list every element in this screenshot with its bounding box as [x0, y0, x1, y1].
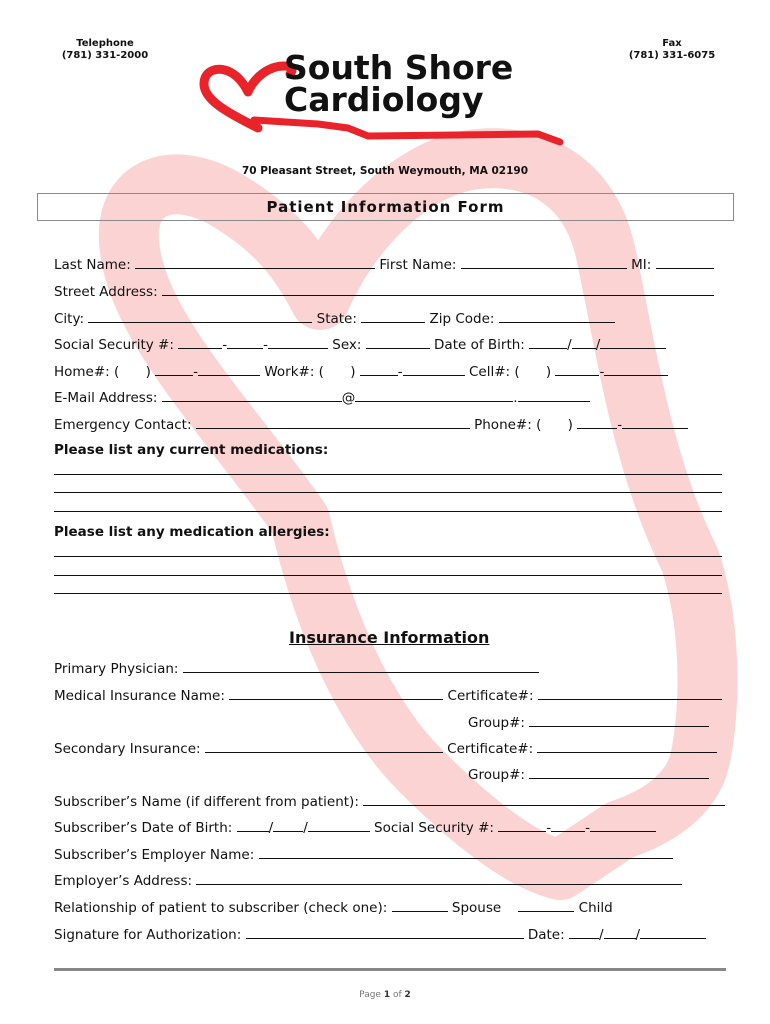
work-label: Work#: ( — [264, 364, 324, 380]
clinic-address: 70 Pleasant Street, South Weymouth, MA 02190 — [241, 165, 529, 177]
employer-name-label: Subscriber’s Employer Name: — [54, 847, 255, 863]
sex-label: Sex: — [332, 337, 362, 353]
ssn-field-3[interactable] — [268, 335, 328, 349]
emergency-prefix-field[interactable] — [577, 415, 617, 429]
dob-month-field[interactable] — [529, 335, 567, 349]
subscriber-ssn-field-2[interactable] — [551, 818, 585, 832]
signature-date-month-field[interactable] — [569, 925, 599, 939]
group-field-2[interactable] — [529, 765, 709, 779]
employer-address-label: Employer’s Address: — [54, 873, 193, 889]
form-title-box — [37, 193, 734, 221]
work-line-field[interactable] — [403, 362, 465, 376]
spouse-check-field[interactable] — [392, 898, 448, 912]
dob-label: Date of Birth: — [434, 337, 525, 353]
emergency-line-field[interactable] — [622, 415, 688, 429]
first-name-label: First Name: — [379, 257, 457, 273]
medical-insurance-label: Medical Insurance Name: — [54, 688, 225, 704]
logo-wordmark — [284, 48, 514, 119]
subscriber-dob-year-field[interactable] — [308, 818, 370, 832]
subscriber-ssn-field-3[interactable] — [590, 818, 656, 832]
street-field[interactable] — [162, 282, 714, 296]
row-secondary-insurance — [54, 739, 717, 758]
fax-block — [622, 38, 722, 62]
certificate-field[interactable] — [538, 686, 722, 700]
row-ssn: Social Security #: - - Sex: Date of Birth: / / — [54, 335, 666, 354]
child-check-field[interactable] — [518, 898, 574, 912]
ssn-field-2[interactable] — [227, 335, 263, 349]
row-street — [54, 282, 714, 301]
row-subscriber-name — [54, 792, 725, 811]
email-label: E-Mail Address: — [54, 390, 158, 406]
medical-insurance-field[interactable] — [229, 686, 443, 700]
medications-line-2[interactable] — [54, 492, 722, 493]
dob-day-field[interactable] — [572, 335, 596, 349]
group-label-2: Group#: — [468, 767, 525, 783]
row-relationship — [54, 898, 613, 917]
telephone-number: (781) 331-2000 — [61, 50, 149, 61]
subscriber-ssn-field-1[interactable] — [498, 818, 546, 832]
signature-label: Signature for Authorization: — [54, 927, 242, 943]
city-field[interactable] — [88, 309, 312, 323]
allergies-line-2[interactable] — [54, 575, 722, 576]
employer-name-field[interactable] — [259, 845, 673, 859]
cell-area-field[interactable] — [524, 363, 546, 376]
email-tld-field[interactable] — [518, 388, 590, 402]
row-employer-name — [54, 845, 673, 864]
fax-number: (781) 331-6075 — [628, 50, 716, 61]
cell-line-field[interactable] — [604, 362, 668, 376]
group-label-1: Group#: — [468, 715, 525, 731]
emergency-label: Emergency Contact: — [54, 417, 192, 433]
allergies-heading: Please list any medication allergies: — [54, 524, 330, 540]
relationship-label: Relationship of patient to subscriber (check one): — [54, 900, 388, 916]
street-label: Street Address: — [54, 284, 158, 300]
emergency-area-field[interactable] — [546, 416, 568, 429]
fax-label: Fax — [662, 38, 682, 49]
row-group-1 — [468, 713, 709, 732]
zip-field[interactable] — [499, 309, 615, 323]
form-title: Patient Information Form — [266, 198, 505, 216]
primary-physician-label: Primary Physician: — [54, 661, 179, 677]
subscriber-dob-label: Subscriber’s Date of Birth: — [54, 820, 233, 836]
logo-line-2: Cardiology — [284, 80, 484, 119]
row-city — [54, 309, 615, 328]
last-name-label: Last Name: — [54, 257, 131, 273]
row-signature: Signature for Authorization: Date: / / — [54, 925, 706, 944]
work-area-field[interactable] — [328, 363, 350, 376]
group-field-1[interactable] — [529, 713, 709, 727]
employer-address-field[interactable] — [196, 871, 682, 885]
logo-line-1: South Shore — [284, 48, 514, 87]
signature-field[interactable] — [246, 925, 524, 939]
row-group-2 — [468, 765, 709, 784]
medications-line-3[interactable] — [54, 511, 722, 512]
certificate-label-2: Certificate#: — [447, 741, 534, 757]
home-label: Home#: ( — [54, 364, 120, 380]
subscriber-name-label: Subscriber’s Name (if different from patient): — [54, 794, 359, 810]
page-current: 1 — [383, 990, 391, 1000]
work-prefix-field[interactable] — [360, 362, 398, 376]
footer-divider — [54, 968, 726, 971]
insurance-title: Insurance Information — [289, 628, 490, 647]
row-primary-physician — [54, 659, 539, 678]
row-employer-address — [54, 871, 682, 890]
signature-date-day-field[interactable] — [604, 925, 636, 939]
page-prefix: Page — [359, 990, 381, 1000]
emergency-phone-label: Phone#: ( — [474, 417, 542, 433]
allergies-line-1[interactable] — [54, 556, 722, 557]
spouse-label: Spouse — [451, 900, 502, 916]
subscriber-ssn-label: Social Security #: — [374, 820, 494, 836]
secondary-insurance-label: Secondary Insurance: — [54, 741, 201, 757]
row-subscriber-dob: Subscriber’s Date of Birth: / / Social Security #: - - — [54, 818, 656, 837]
telephone-label: Telephone — [76, 38, 134, 49]
state-label: State: — [316, 311, 357, 327]
signature-date-year-field[interactable] — [640, 925, 706, 939]
subscriber-dob-month-field[interactable] — [237, 818, 269, 832]
allergies-line-3[interactable] — [54, 593, 722, 594]
email-domain-field[interactable] — [355, 388, 513, 402]
home-prefix-field[interactable] — [155, 362, 193, 376]
emergency-field[interactable] — [196, 415, 470, 429]
certificate-field-2[interactable] — [537, 739, 717, 753]
secondary-insurance-field[interactable] — [205, 739, 443, 753]
page-of: of — [392, 990, 402, 1000]
subscriber-dob-day-field[interactable] — [273, 818, 303, 832]
signature-date-label: Date: — [527, 927, 565, 943]
row-emergency: Emergency Contact: Phone#: ( ) - — [54, 415, 688, 434]
mi-field[interactable] — [656, 255, 714, 269]
row-phones: Home#: ( ) - Work#: ( ) - Cell#: ( ) - — [54, 362, 668, 381]
mi-label: MI: — [631, 257, 652, 273]
subscriber-name-field[interactable] — [363, 792, 725, 806]
cell-label: Cell#: ( — [468, 364, 520, 380]
first-name-field[interactable] — [461, 255, 627, 269]
cell-prefix-field[interactable] — [555, 362, 599, 376]
city-label: City: — [54, 311, 85, 327]
dob-year-field[interactable] — [600, 335, 666, 349]
page-total: 2 — [404, 990, 411, 1000]
telephone-block — [50, 38, 160, 62]
last-name-field[interactable] — [135, 255, 375, 269]
zip-label: Zip Code: — [429, 311, 495, 327]
home-line-field[interactable] — [198, 362, 260, 376]
home-area-field[interactable] — [124, 363, 146, 376]
state-field[interactable] — [361, 309, 425, 323]
email-user-field[interactable] — [162, 388, 342, 402]
row-email: E-Mail Address: @ . — [54, 388, 590, 407]
medications-heading: Please list any current medications: — [54, 442, 329, 458]
row-medical-insurance — [54, 686, 722, 705]
row-names — [54, 255, 714, 274]
certificate-label: Certificate#: — [447, 688, 534, 704]
medications-line-1[interactable] — [54, 474, 722, 475]
page-indicator — [0, 990, 770, 1000]
primary-physician-field[interactable] — [183, 659, 539, 673]
sex-field[interactable] — [366, 335, 430, 349]
ssn-label: Social Security #: — [54, 337, 174, 353]
ssn-field-1[interactable] — [178, 335, 222, 349]
child-label: Child — [578, 900, 613, 916]
